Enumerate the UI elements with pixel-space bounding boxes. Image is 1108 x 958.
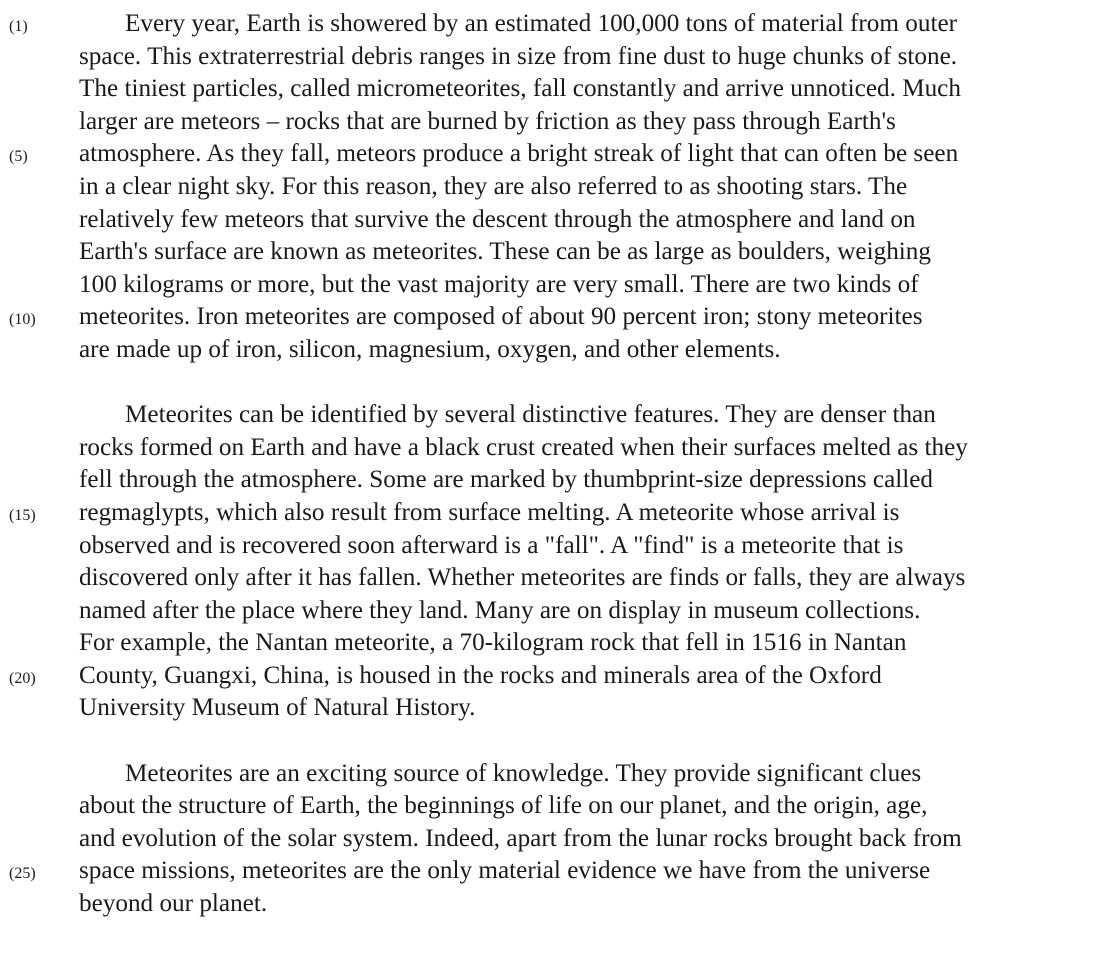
line-text: University Museum of Natural History. xyxy=(79,694,476,722)
text-line xyxy=(0,888,1108,921)
paragraph xyxy=(0,399,1108,725)
text-line xyxy=(0,497,1108,530)
text-line xyxy=(0,41,1108,74)
paragraph xyxy=(0,8,1108,367)
line-text: in a clear night sky. For this reason, they are also referred to as shooting stars. The xyxy=(79,172,908,200)
text-line xyxy=(0,692,1108,725)
text-line xyxy=(0,432,1108,465)
line-text: Meteorites are an exciting source of knowledge. They provide significant clues xyxy=(125,759,922,787)
text-line xyxy=(0,138,1108,171)
line-text: For example, the Nantan meteorite, a 70-kilogram rock that fell in 1516 in Nantan xyxy=(79,629,907,657)
text-line xyxy=(0,530,1108,563)
text-line xyxy=(0,627,1108,660)
line-number: (20) xyxy=(9,669,36,687)
text-line xyxy=(0,660,1108,693)
line-text: rocks formed on Earth and have a black crust created when their surfaces melted as they xyxy=(79,433,968,461)
text-line xyxy=(0,8,1108,41)
text-line xyxy=(0,73,1108,106)
reading-passage xyxy=(0,8,1108,921)
line-text: Meteorites can be identified by several distinctive features. They are denser than xyxy=(125,401,936,429)
text-line xyxy=(0,758,1108,791)
line-number: (10) xyxy=(9,311,36,329)
line-text: discovered only after it has fallen. Whether meteorites are finds or falls, they are always xyxy=(79,564,966,592)
line-text: 100 kilograms or more, but the vast majority are very small. There are two kinds of xyxy=(79,270,919,298)
line-text: County, Guangxi, China, is housed in the rocks and minerals area of the Oxford xyxy=(79,661,882,689)
line-text: Every year, Earth is showered by an estimated 100,000 tons of material from outer xyxy=(125,10,958,37)
text-line xyxy=(0,171,1108,204)
line-text: observed and is recovered soon afterward is a "fall". A "find" is a meteorite that is xyxy=(79,531,904,559)
text-line xyxy=(0,334,1108,367)
line-text: larger are meteors – rocks that are burned by friction as they pass through Earth's xyxy=(79,107,896,135)
line-number: (15) xyxy=(9,506,36,524)
text-line xyxy=(0,823,1108,856)
text-line xyxy=(0,464,1108,497)
text-line xyxy=(0,855,1108,888)
line-text: Earth's surface are known as meteorites. These can be as large as boulders, weighing xyxy=(79,238,931,266)
line-text: are made up of iron, silicon, magnesium, oxygen, and other elements. xyxy=(79,335,781,363)
line-number: (5) xyxy=(9,148,28,166)
text-line xyxy=(0,562,1108,595)
line-text: and evolution of the solar system. Indeed, apart from the lunar rocks brought back from xyxy=(79,824,962,852)
paragraph-gap xyxy=(0,367,1108,400)
line-text: The tiniest particles, called micrometeorites, fall constantly and arrive unnoticed. Much xyxy=(79,75,961,103)
line-text: about the structure of Earth, the beginnings of life on our planet, and the origin, age, xyxy=(79,792,928,820)
line-number: (1) xyxy=(9,18,28,35)
line-text: relatively few meteors that survive the descent through the atmosphere and land on xyxy=(79,205,916,233)
paragraph xyxy=(0,758,1108,921)
text-line xyxy=(0,204,1108,237)
line-number: (25) xyxy=(9,865,36,883)
text-line xyxy=(0,106,1108,139)
line-text: regmaglypts, which also result from surface melting. A meteorite whose arrival is xyxy=(79,498,900,526)
text-line xyxy=(0,399,1108,432)
line-text: fell through the atmosphere. Some are marked by thumbprint-size depressions called xyxy=(79,466,934,494)
line-text: space missions, meteorites are the only material evidence we have from the universe xyxy=(79,857,931,885)
line-text: beyond our planet. xyxy=(79,890,268,918)
line-text: space. This extraterrestrial debris ranges in size from fine dust to huge chunks of stone. xyxy=(79,42,958,70)
line-text: named after the place where they land. Many are on display in museum collections. xyxy=(79,596,921,624)
line-text: atmosphere. As they fall, meteors produce a bright streak of light that can often be seen xyxy=(79,140,959,168)
text-line xyxy=(0,301,1108,334)
line-text: meteorites. Iron meteorites are composed of about 90 percent iron; stony meteorites xyxy=(79,303,923,331)
text-line xyxy=(0,595,1108,628)
text-line xyxy=(0,269,1108,302)
text-line xyxy=(0,236,1108,269)
text-line xyxy=(0,790,1108,823)
paragraph-gap xyxy=(0,725,1108,758)
